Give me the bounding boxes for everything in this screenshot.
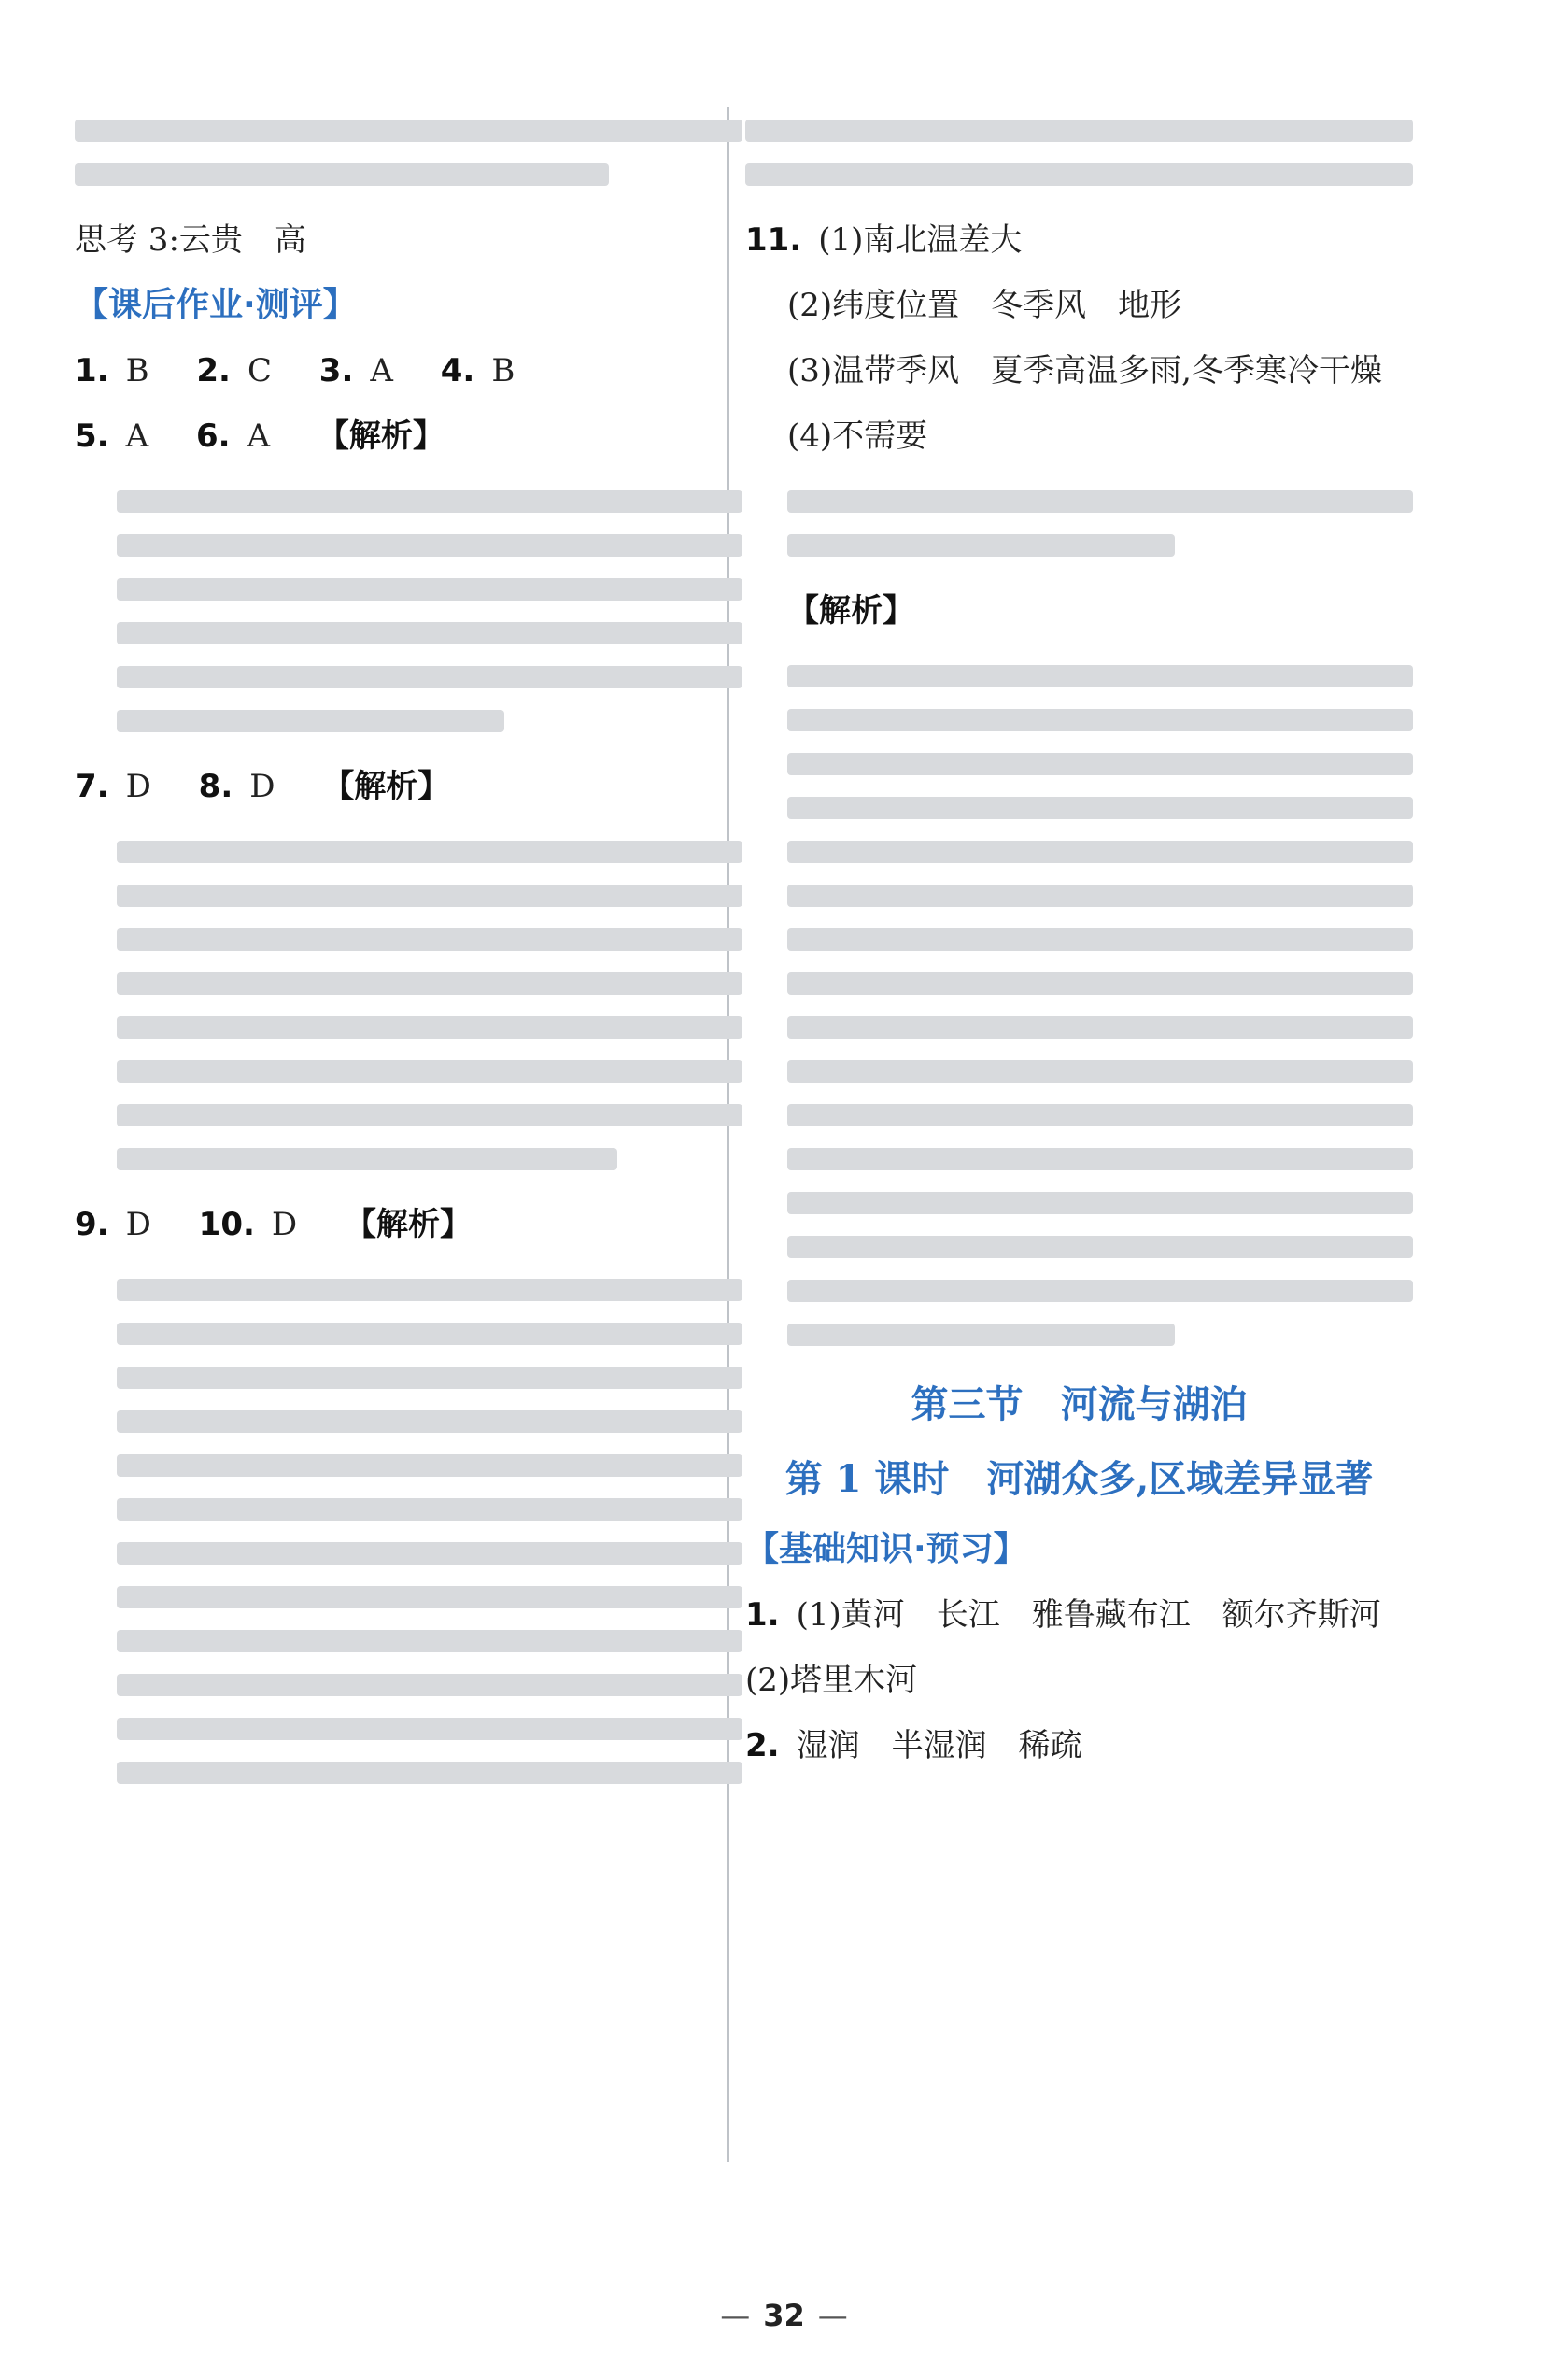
page-number: — 32 — bbox=[720, 2298, 848, 2333]
q11-part4-continued bbox=[745, 490, 1413, 557]
text-line bbox=[787, 753, 1413, 775]
text-line bbox=[117, 1279, 742, 1301]
analysis-tag: 【解析】 bbox=[344, 1206, 472, 1243]
q7-8-line bbox=[75, 754, 742, 819]
q2-num: 2. bbox=[196, 352, 231, 389]
q11-part2 bbox=[745, 273, 1413, 338]
text-line bbox=[117, 1762, 742, 1784]
b1-part2-text: 塔里木河 bbox=[790, 1662, 918, 1699]
b1-part1-text: 黄河 长江 雅鲁藏布江 额尔齐斯河 bbox=[841, 1596, 1381, 1634]
q7-8-analysis bbox=[75, 841, 742, 1170]
text-line bbox=[117, 1586, 742, 1608]
q3-answer: A bbox=[370, 352, 393, 389]
text-line bbox=[117, 1410, 742, 1433]
text-line bbox=[117, 1454, 742, 1477]
b2-text: 湿润 半湿润 稀疏 bbox=[796, 1727, 1082, 1764]
text-line bbox=[117, 885, 742, 907]
basic-knowledge-header: 【基础知识·预习】 bbox=[745, 1530, 1027, 1568]
text-line bbox=[787, 1016, 1413, 1039]
text-line bbox=[745, 163, 1413, 186]
text-line bbox=[787, 1104, 1413, 1126]
text-line bbox=[117, 710, 504, 732]
q1-num: 1. bbox=[75, 352, 109, 389]
q11-part3-label: (3) bbox=[787, 352, 833, 389]
text-line bbox=[787, 972, 1413, 995]
b2-line bbox=[745, 1713, 1413, 1778]
lesson-title: 第 1 课时 河湖众多,区域差异显著 bbox=[784, 1457, 1374, 1501]
text-line bbox=[75, 163, 609, 186]
text-line bbox=[117, 578, 742, 601]
q11-part4-label: (4) bbox=[787, 418, 833, 455]
text-line bbox=[117, 928, 742, 951]
text-line bbox=[117, 841, 742, 863]
q8-answer: D bbox=[249, 768, 275, 805]
b1-line bbox=[745, 1582, 1413, 1648]
analysis-tag: 【解析】 bbox=[787, 592, 914, 630]
text-line bbox=[117, 1016, 742, 1039]
q11-part2-text: 纬度位置 冬季风 地形 bbox=[832, 287, 1182, 324]
answers-1-4 bbox=[75, 338, 742, 404]
text-line bbox=[117, 490, 742, 513]
q5-6-line bbox=[75, 404, 742, 469]
homework-header: 【课后作业·测评】 bbox=[75, 286, 357, 324]
q5-answer: A bbox=[125, 418, 149, 455]
q3-num: 3. bbox=[318, 352, 354, 389]
section-title: 第三节 河流与湖泊 bbox=[911, 1382, 1248, 1426]
q9-10-analysis bbox=[75, 1279, 742, 1784]
q11-part3 bbox=[745, 338, 1413, 404]
text-line bbox=[117, 666, 742, 688]
page-number-value: 32 bbox=[763, 2298, 805, 2333]
text-line bbox=[117, 1630, 742, 1652]
left-column bbox=[75, 98, 742, 1806]
q9-answer: D bbox=[125, 1206, 151, 1243]
q11-analysis bbox=[745, 665, 1413, 1346]
text-line bbox=[787, 1192, 1413, 1214]
q1-answer: B bbox=[125, 352, 149, 389]
text-line bbox=[787, 885, 1413, 907]
q7-num: 7. bbox=[75, 768, 109, 805]
text-line bbox=[117, 1367, 742, 1389]
right-column bbox=[745, 98, 1413, 1778]
b1-part2 bbox=[745, 1648, 1413, 1713]
q10-num: 10. bbox=[198, 1206, 255, 1243]
q5-num: 5. bbox=[75, 418, 109, 455]
q8-num: 8. bbox=[198, 768, 233, 805]
text-line bbox=[787, 1280, 1413, 1302]
text-line bbox=[787, 1324, 1175, 1346]
q11-part1-label: (1) bbox=[818, 221, 864, 259]
think3-line bbox=[75, 207, 742, 273]
text-line bbox=[787, 841, 1413, 863]
think3-answer: 高 bbox=[274, 221, 306, 259]
text-line bbox=[787, 797, 1413, 819]
think3-label: 思考 3:云贵 bbox=[75, 221, 243, 259]
text-line bbox=[787, 1236, 1413, 1258]
q11-part1 bbox=[745, 207, 1413, 273]
q11-part3-text: 温带季风 夏季高温多雨,冬季寒冷干燥 bbox=[832, 352, 1382, 389]
text-line bbox=[117, 534, 742, 557]
text-line bbox=[787, 665, 1413, 687]
q11-part4 bbox=[745, 404, 1413, 469]
q4-answer: B bbox=[491, 352, 516, 389]
text-line bbox=[787, 709, 1413, 731]
text-line bbox=[745, 120, 1413, 142]
text-line bbox=[787, 928, 1413, 951]
q5-6-analysis bbox=[75, 490, 742, 732]
q10-answer: D bbox=[271, 1206, 298, 1243]
b2-num: 2. bbox=[745, 1727, 780, 1764]
q11-part2-label: (2) bbox=[787, 287, 833, 324]
text-line bbox=[787, 1060, 1413, 1083]
q6-num: 6. bbox=[195, 418, 231, 455]
analysis-tag: 【解析】 bbox=[317, 418, 445, 455]
q7-answer: D bbox=[125, 768, 151, 805]
analysis-tag: 【解析】 bbox=[322, 768, 450, 805]
text-line bbox=[787, 1148, 1413, 1170]
text-line bbox=[787, 490, 1413, 513]
q6-answer: A bbox=[247, 418, 271, 455]
q2-answer: C bbox=[247, 352, 272, 389]
q9-10-line bbox=[75, 1192, 742, 1257]
text-line bbox=[117, 1674, 742, 1696]
q11-analysis-line bbox=[745, 578, 1413, 644]
q9-num: 9. bbox=[75, 1206, 109, 1243]
q4-num: 4. bbox=[440, 352, 475, 389]
b1-part2-label: (2) bbox=[745, 1662, 791, 1699]
text-line bbox=[117, 1104, 742, 1126]
text-line bbox=[117, 1148, 617, 1170]
text-line bbox=[787, 534, 1175, 557]
text-line bbox=[117, 1323, 742, 1345]
b1-part1-label: (1) bbox=[796, 1596, 841, 1634]
text-line bbox=[117, 1542, 742, 1565]
text-line bbox=[117, 622, 742, 644]
b1-num: 1. bbox=[745, 1596, 780, 1634]
text-line bbox=[117, 1718, 742, 1740]
q11-part1-text: 南北温差大 bbox=[863, 221, 1023, 259]
text-line bbox=[117, 972, 742, 995]
q11-part4-text: 不需要 bbox=[832, 418, 928, 455]
text-line bbox=[75, 120, 742, 142]
text-line bbox=[117, 1498, 742, 1521]
text-line bbox=[117, 1060, 742, 1083]
q11-num: 11. bbox=[745, 221, 802, 259]
